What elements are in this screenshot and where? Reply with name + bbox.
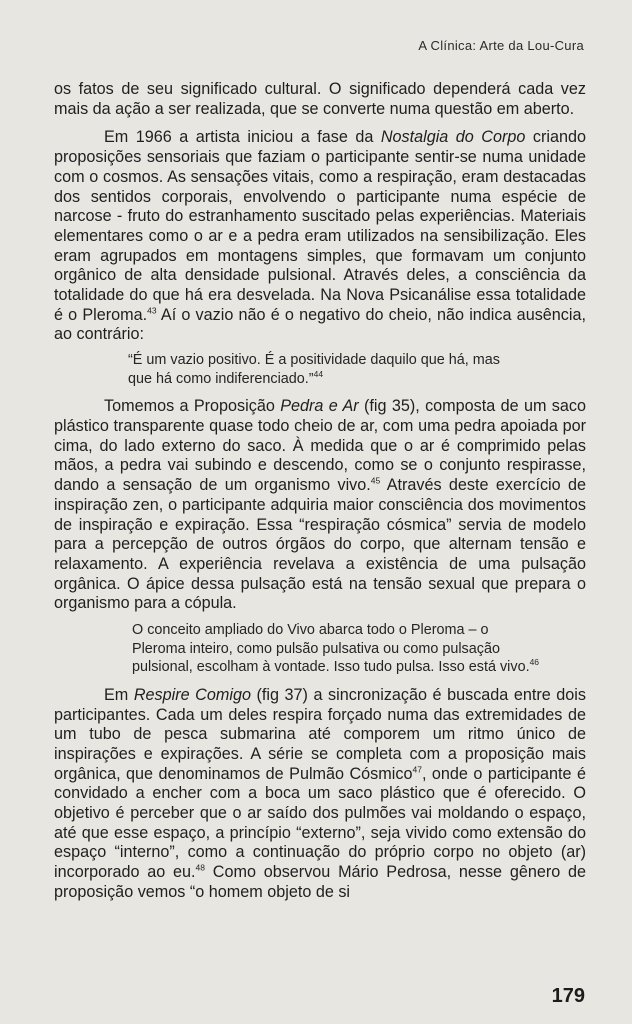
paragraph-4: Em Respire Comigo (fig 37) a sincronização é buscada entre dois participantes. Cada um deles respira forçado numa das extremidades de um tubo de pesca submarina até comporem um ritmo único de inspirações e expirações. A série se completa com a proposição mais orgânica, que denominamos de Pulmão Cósmico$^{47}$, onde o participante é convidado a encher com a boca um saco plástico que é oferecido. O objetivo é perceber que o ar saído dos pulmões vai moldando o espaço, até que esse espaço, a princípio “externo”, seja vivido como extensão do espaço “interno”, como a continuação do próprio corpo no objeto (ar) incorporado ao eu.$^{48}$ Como observou Mário Pedrosa, nesse gênero de proposição vemos “o homem objeto de si (54, 685, 587, 901)
footnote-ref: 45 (370, 475, 381, 486)
block-quote-2: O conceito ampliado do Vivo abarca todo o Pleroma – o Pleroma inteiro, como pulsão pulsativa ou como pulsação pulsional, escolham à vontade. Isso tudo pulsa. Isso está vivo.$^{46}$ (132, 622, 540, 676)
block-quote-1: “É um vazio positivo. É a positividade daquilo que há, mas que há como indiferenciado.”$^{44}$ (128, 352, 500, 387)
paragraph-2: Em 1966 a artista iniciou a fase da Nostalgia do Corpo criando proposições sensoriais que faziam o participante sentir-se numa unidade com o cosmos. As sensações vitais, como a respiração, eram destacadas dos sentidos corporais, envolvendo o participante numa espécie de narcose - fruto do estranhamento suscitado pelas experiências. Materiais elementares como o ar e a pedra eram utilizados na sensibilização. Eles eram agrupados em montagens simples, que formavam um conjunto orgânico de alta densidade pulsional. Através deles, a consciência da totalidade do que há era desvelada. Na Nova Psicanálise essa totalidade é o Pleroma.$^{43}$ Aí o vazio não é o negativo do cheio, não indica ausência, ao contrário: (54, 128, 586, 344)
footnote-ref: 46 (529, 657, 540, 668)
footnote-ref: 43 (147, 305, 157, 316)
footnote-ref: 48 (195, 862, 205, 873)
work-title: Respire Comigo (133, 685, 251, 704)
paragraph-1: os fatos de seu significado cultural. O significado dependerá cada vez mais da ação a ser realizada, que se converte numa questão em aberto. (54, 80, 586, 118)
work-title: Nostalgia do Corpo (380, 128, 526, 147)
footnote-ref: 44 (313, 368, 324, 379)
paragraph-3: Tomemos a Proposição Pedra e Ar (fig 35), composta de um saco plástico transparente quase todo cheio de ar, com uma pedra apoiada por cima, do lado externo do saco. À medida que o ar é comprimido pelas mãos, a pedra vai subindo e descendo, como se o conjunto respirasse, dando a sensação de um organismo vivo.$^{45}$ Através deste exercício de inspiração zen, o participante adquiria maior consciência dos movimentos de inspiração e expiração. Essa “respiração cósmica” servia de modelo para a percepção de outros órgãos do corpo, que alternam tensão e relaxamento. A experiência revelava a existência de uma pulsação orgânica. O ápice dessa pulsação está na tensão sexual que prepara o organismo para a cópula. (54, 397, 586, 613)
footnote-ref: 47 (412, 764, 422, 775)
work-title: Pedra e Ar (280, 397, 359, 416)
body-text (54, 80, 586, 903)
running-head: A Clínica: Arte da Lou-Cura (418, 38, 584, 53)
page-number: 179 (551, 985, 585, 1007)
